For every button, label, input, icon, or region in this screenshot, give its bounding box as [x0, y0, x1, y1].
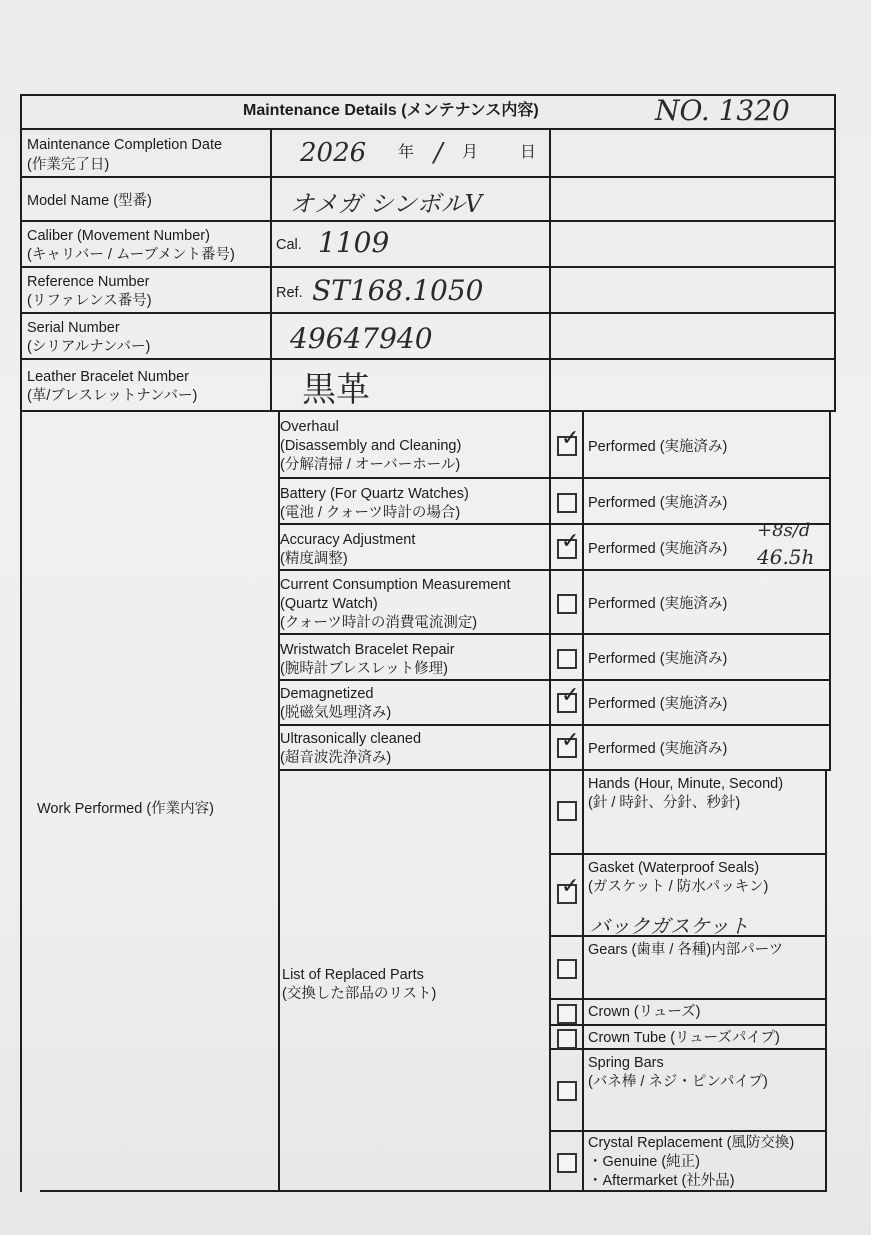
row-divider — [549, 1024, 827, 1026]
leather-label-en: Leather Bracelet Number — [27, 369, 189, 385]
row-divider — [549, 1048, 827, 1050]
col-divider — [270, 128, 272, 412]
work-item-label: Demagnetized — [280, 686, 374, 702]
row-divider — [549, 1130, 827, 1132]
header-divider — [20, 128, 836, 130]
row-divider — [549, 998, 827, 1000]
col-divider — [549, 128, 551, 412]
accuracy-note-rate: +8s/d — [757, 520, 811, 541]
completion-date-label-en: Maintenance Completion Date — [27, 137, 223, 153]
part-label: Crown (リューズ) — [588, 1004, 701, 1020]
row-divider — [20, 312, 836, 314]
check-mark-icon: ✓ — [561, 874, 580, 899]
row-divider — [278, 769, 831, 771]
caliber-value: 1109 — [318, 226, 390, 259]
check-mark-icon: ✓ — [561, 426, 580, 451]
completion-date-label-ja: (作業完了日) — [27, 157, 110, 173]
part-checkbox[interactable] — [557, 1081, 577, 1101]
border-right — [834, 94, 836, 412]
part-label: Gasket (Waterproof Seals) — [588, 860, 760, 876]
row-divider — [20, 358, 836, 360]
work-item-checkbox[interactable] — [557, 728, 580, 758]
row-divider — [278, 523, 831, 525]
work-item-label: (Quartz Watch) — [280, 596, 378, 612]
row-divider — [278, 633, 831, 635]
performed-label: Performed (実施済み) — [588, 596, 728, 612]
model-name-label: Model Name (型番) — [27, 193, 152, 209]
col-divider — [549, 410, 551, 1192]
part-label: Spring Bars — [588, 1055, 664, 1071]
part-checkbox[interactable] — [557, 1153, 577, 1173]
part-label: ・Genuine (純正) — [588, 1154, 701, 1170]
reference-label-ja: (リファレンス番号) — [27, 293, 152, 309]
performed-label: Performed (実施済み) — [588, 495, 728, 511]
col-divider — [582, 410, 584, 1192]
work-item-label: (腕時計ブレスレット修理) — [280, 661, 448, 677]
serial-value: 49647940 — [290, 322, 433, 355]
work-item-checkbox[interactable] — [557, 683, 580, 713]
replaced-parts-label-en: List of Replaced Parts — [282, 967, 424, 983]
border-bottom — [40, 1190, 825, 1192]
work-item-label: (脱磁気処理済み) — [280, 705, 392, 721]
work-item-label: (Disassembly and Cleaning) — [280, 438, 462, 454]
serial-label-en: Serial Number — [27, 320, 120, 336]
work-performed-label: Work Performed (作業内容) — [37, 801, 214, 817]
form-number: NO. 1320 — [655, 94, 790, 127]
part-label: ・Aftermarket (社外品) — [588, 1173, 735, 1189]
work-item-label: Ultrasonically cleaned — [280, 731, 422, 747]
part-label: Gears (歯車 / 各種)内部パーツ — [588, 942, 784, 958]
work-item-checkbox[interactable] — [557, 529, 580, 559]
row-divider — [20, 220, 836, 222]
model-name-value: オメガ シンボルV — [290, 190, 483, 218]
work-item-label: Accuracy Adjustment — [280, 532, 416, 548]
reference-label-en: Reference Number — [27, 274, 150, 290]
accuracy-note-reserve: 46.5h — [757, 545, 815, 569]
part-label: Hands (Hour, Minute, Second) — [588, 776, 784, 792]
caliber-label-ja: (キャリバー / ムーブメント番号) — [27, 247, 235, 263]
part-checkbox[interactable] — [557, 959, 577, 979]
year-unit: 年 — [398, 144, 415, 161]
row-divider — [20, 176, 836, 178]
col-divider — [278, 410, 280, 1192]
caliber-label-en: Caliber (Movement Number) — [27, 228, 210, 244]
gasket-note: バックガスケット — [590, 914, 749, 938]
month-unit: 月 — [462, 144, 479, 161]
work-item-label: Wristwatch Bracelet Repair — [280, 642, 455, 658]
part-label: (バネ棒 / ネジ・ピンパイプ) — [588, 1074, 768, 1090]
performed-label: Performed (実施済み) — [588, 741, 728, 757]
row-divider — [20, 410, 836, 412]
row-divider — [20, 266, 836, 268]
check-mark-icon: ✓ — [561, 529, 580, 554]
work-item-label: Overhaul — [280, 419, 339, 435]
performed-label: Performed (実施済み) — [588, 651, 728, 667]
part-checkbox[interactable] — [557, 874, 580, 904]
leather-label-ja: (革/ブレスレットナンバー) — [27, 388, 198, 404]
work-item-label: (電池 / クォーツ時計の場合) — [280, 505, 461, 521]
part-label: Crown Tube (リューズパイプ) — [588, 1030, 780, 1046]
work-item-label: (精度調整) — [280, 551, 348, 567]
work-item-label: Current Consumption Measurement — [280, 577, 511, 593]
month-mark: / — [434, 138, 443, 168]
performed-label: Performed (実施済み) — [588, 696, 728, 712]
check-mark-icon: ✓ — [561, 728, 580, 753]
work-item-checkbox[interactable] — [557, 649, 577, 669]
row-divider — [278, 724, 831, 726]
work-item-checkbox[interactable] — [557, 493, 577, 513]
row-divider — [278, 569, 831, 571]
border-right-lower — [829, 410, 831, 770]
border-left — [20, 94, 22, 1192]
leather-value: 黒革 — [302, 370, 370, 410]
day-unit: 日 — [520, 144, 537, 161]
work-item-label: (分解清掃 / オーバーホール) — [280, 457, 461, 473]
replaced-parts-label-ja: (交換した部品のリスト) — [282, 986, 437, 1002]
border-right-parts — [825, 770, 827, 1192]
part-checkbox[interactable] — [557, 801, 577, 821]
part-checkbox[interactable] — [557, 1004, 577, 1024]
completion-year: 2026 — [300, 138, 367, 168]
reference-prefix: Ref. — [276, 285, 303, 301]
check-mark-icon: ✓ — [561, 683, 580, 708]
performed-label: Performed (実施済み) — [588, 439, 728, 455]
work-item-label: Battery (For Quartz Watches) — [280, 486, 469, 502]
work-item-checkbox[interactable] — [557, 426, 580, 456]
serial-label-ja: (シリアルナンバー) — [27, 339, 151, 355]
row-divider — [549, 853, 827, 855]
work-item-checkbox[interactable] — [557, 594, 577, 614]
row-divider — [278, 477, 831, 479]
part-checkbox[interactable] — [557, 1029, 577, 1049]
caliber-prefix: Cal. — [276, 237, 302, 253]
work-item-label: (超音波洗浄済み) — [280, 750, 392, 766]
work-item-label: (クォーツ時計の消費電流測定) — [280, 615, 478, 631]
part-label: (針 / 時針、分針、秒針) — [588, 795, 741, 811]
part-label: Crystal Replacement (風防交換) — [588, 1135, 795, 1151]
row-divider — [278, 679, 831, 681]
form-title: Maintenance Details (メンテナンス内容) — [243, 102, 539, 119]
reference-value: ST168.1050 — [312, 274, 484, 307]
part-label: (ガスケット / 防水パッキン) — [588, 879, 769, 895]
performed-label: Performed (実施済み) — [588, 541, 728, 557]
